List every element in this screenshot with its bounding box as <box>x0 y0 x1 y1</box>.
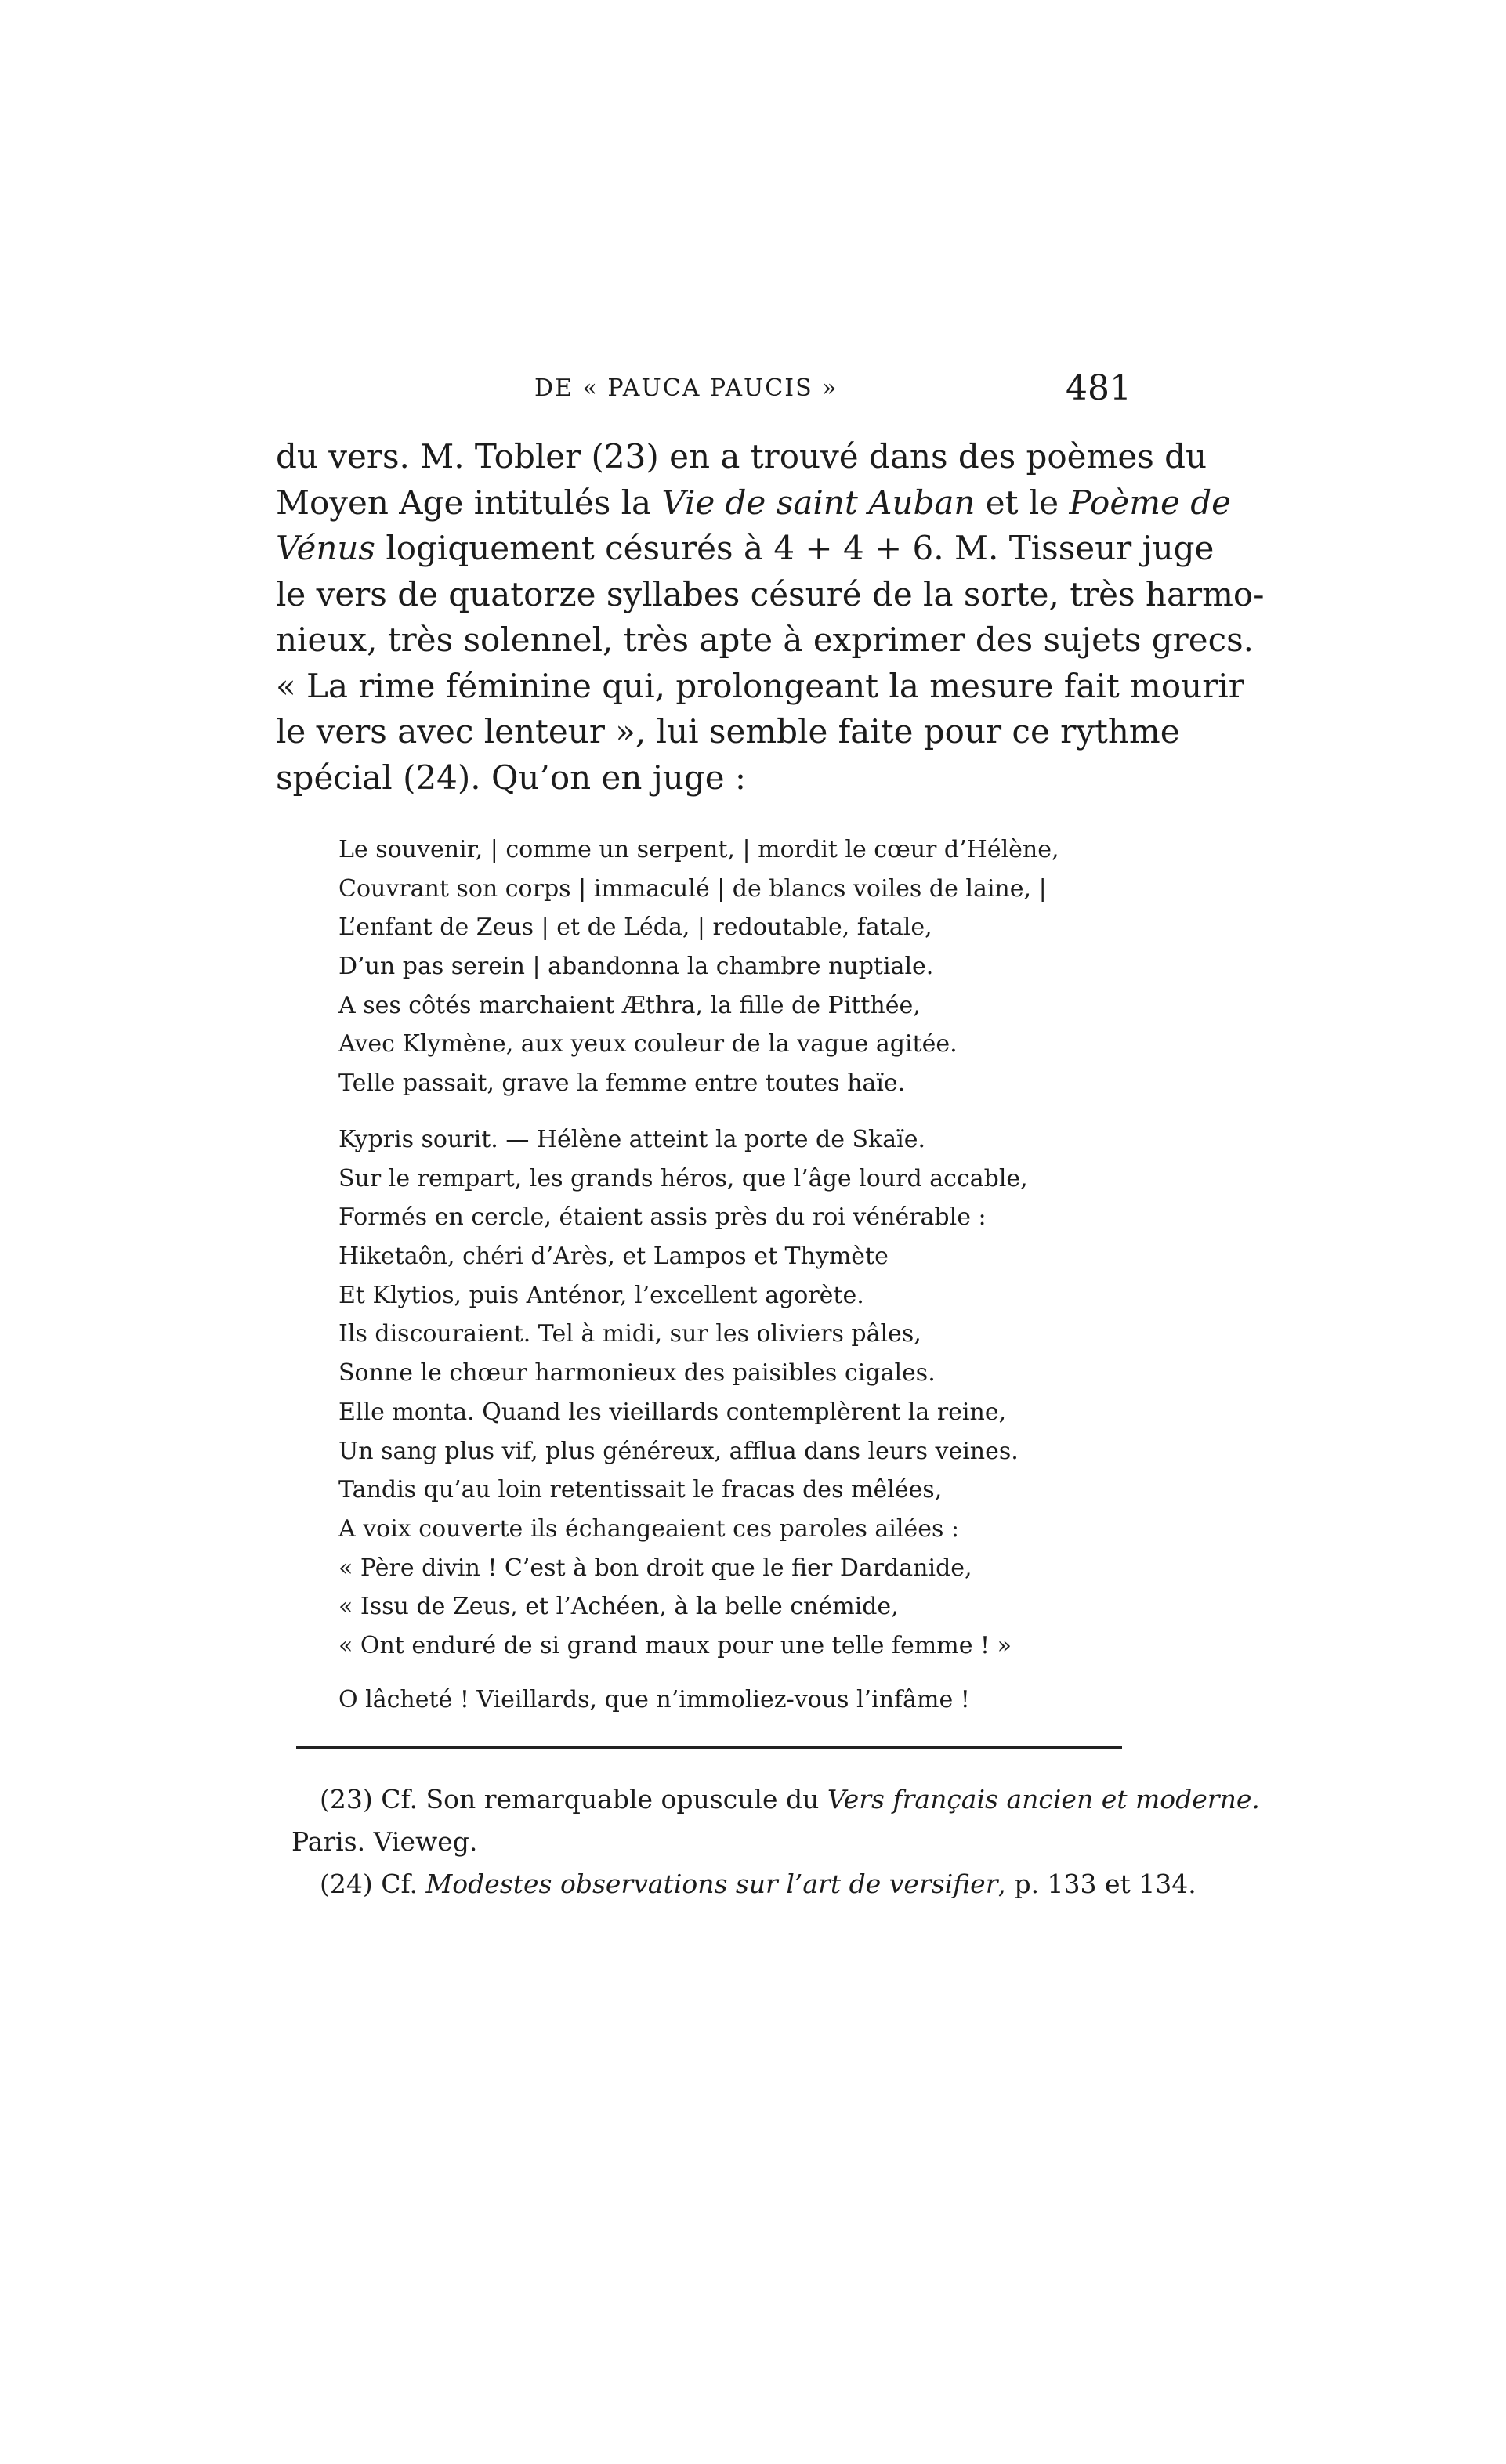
verse-line: Kypris sourit. — Hélène atteint la porte de Skaïe. <box>338 1126 925 1153</box>
verse-line: O lâcheté ! Vieillards, que n’immoliez-vous l’infâme ! <box>338 1686 970 1713</box>
footnote-23-continuation: Paris. Vieweg. <box>291 1826 478 1857</box>
verse-line: Ils discouraient. Tel à midi, sur les oliviers pâles, <box>338 1320 921 1348</box>
footnotes <box>291 1778 1260 1905</box>
verse-line: « Père divin ! C’est à bon droit que le fier Dardanide, <box>338 1554 972 1582</box>
verse-line: Telle passait, grave la femme entre toutes haïe. <box>338 1069 906 1098</box>
verse-line: Un sang plus vif, plus généreux, afflua dans leurs veines. <box>338 1437 1019 1465</box>
verse-line: Le souvenir, | comme un serpent, | mordit le cœur d’Hélène, <box>338 836 1059 863</box>
verse-line: Sur le rempart, les grands héros, que l’âge lourd accable, <box>338 1164 1028 1192</box>
italic-title: Vie de saint Auban <box>661 483 976 522</box>
prose-line: le vers avec lenteur », lui semble faite pour ce rythme <box>276 712 1180 751</box>
verse-line: Avec Klymène, aux yeux couleur de la vague agitée. <box>338 1030 958 1058</box>
running-head-title: DE « PAUCA PAUCIS » <box>534 374 838 402</box>
italic-title: Poème de <box>1069 483 1231 522</box>
verse-stanza-1 <box>338 830 1138 1103</box>
prose-line: nieux, très solennel, très apte à exprimer des sujets grecs. <box>276 621 1254 659</box>
running-head <box>276 368 1131 422</box>
verse-stanza-2 <box>338 1120 1138 1666</box>
page-number: 481 <box>1066 368 1131 408</box>
verse-line: A ses côtés marchaient Æthra, la fille de Pitthée, <box>338 991 921 1019</box>
verse-line: Tandis qu’au loin retentissait le fracas des mêlées, <box>338 1476 943 1504</box>
verse-line: Formés en cercle, étaient assis près du roi vénérable : <box>338 1203 987 1232</box>
verse-line: Hiketaôn, chéri d’Arès, et Lampos et Thymète <box>338 1243 889 1271</box>
prose-line: spécial (24). Qu’on en juge : <box>276 758 747 797</box>
italic-title: Modestes observations sur l’art de versifier <box>425 1869 998 1899</box>
verse-line: D’un pas serein | abandonna la chambre nuptiale. <box>338 953 934 981</box>
verse-line: A voix couverte ils échangeaient ces paroles ailées : <box>338 1514 960 1543</box>
verse-line: « Issu de Zeus, et l’Achéen, à la belle cnémide, <box>338 1593 899 1621</box>
verse-line: Et Klytios, puis Anténor, l’excellent agorète. <box>338 1281 864 1309</box>
verse-stanza-3 <box>338 1681 1138 1720</box>
verse-line: L’enfant de Zeus | et de Léda, | redoutable, fatale, <box>338 914 932 942</box>
prose-paragraph <box>276 434 1265 801</box>
verse-line: Sonne le chœur harmonieux des paisibles cigales. <box>338 1359 936 1388</box>
verse-line: Elle monta. Quand les vieillards contemplèrent la reine, <box>338 1398 1007 1426</box>
italic-title: Vers français ancien et moderne. <box>827 1784 1260 1815</box>
prose-line: Moyen Age intitulés la Vie de saint Auban et le Poème de <box>276 483 1231 522</box>
italic-title: Vénus <box>276 529 375 567</box>
footnote-24: (24) Cf. Modestes observations sur l’art de versifier, p. 133 et 134. <box>320 1869 1196 1899</box>
verse-line: Couvrant son corps | immaculé | de blancs voiles de laine, | <box>338 874 1047 903</box>
footnote-23: (23) Cf. Son remarquable opuscule du Vers français ancien et moderne. <box>320 1784 1260 1815</box>
footnote-divider <box>296 1746 1122 1749</box>
prose-line: « La rime féminine qui, prolongeant la mesure fait mourir <box>276 666 1244 705</box>
prose-line: Vénus logiquement césurés à 4 + 4 + 6. M. Tisseur juge <box>276 529 1215 567</box>
prose-line: le vers de quatorze syllabes césuré de la sorte, très harmo- <box>276 574 1265 613</box>
verse-line: « Ont enduré de si grand maux pour une telle femme ! » <box>338 1631 1012 1659</box>
prose-line: du vers. M. Tobler (23) en a trouvé dans des poèmes du <box>276 437 1207 476</box>
